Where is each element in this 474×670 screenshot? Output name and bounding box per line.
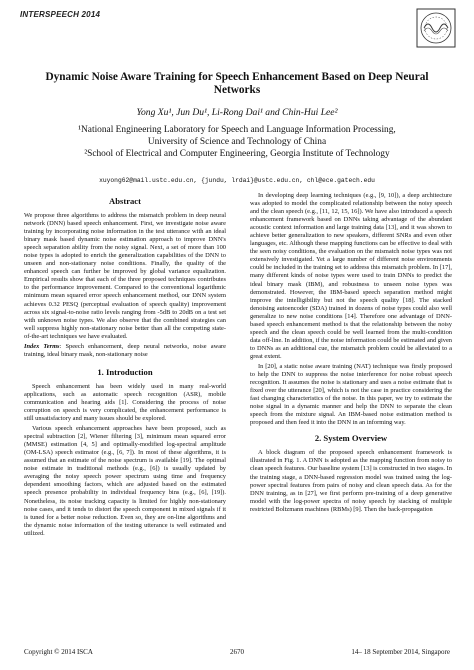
right-paragraph-2: In [20], a static noise aware training (NAT) technique was firstly proposed to help the DNN to suppress the noise interference for noise robust speech recognition. It assumes the noise is stationary and uses a noise estimate that is fixed over the utterance [20], which is not the case in practice considering the fast changing characteristics of the noise. In this paper, we try to estimate the noise signal in a dynamic manner and help the DNN to separate the clean speech from the mixture signal. An IBM-based noise estimation method is proposed and then feed it into the DNN in an informing way. — [250, 362, 452, 427]
index-terms-text: : Speech enhancement, deep neural networks, noise aware training, ideal binary mask, non-stationary noise — [24, 342, 226, 358]
paper-title: Dynamic Noise Aware Training for Speech Enhancement Based on Deep Neural Networks — [45, 71, 429, 96]
footer-copyright: Copyright © 2014 ISCA — [24, 648, 93, 656]
affiliation-1: ¹National Engineering Laboratory for Speech and Language Information Processing, — [78, 125, 396, 135]
affiliation-2: ²School of Electrical and Computer Engineering, Georgia Institute of Technology — [84, 148, 390, 159]
affiliation-1b: University of Science and Technology of China — [147, 136, 327, 147]
system-overview-paragraph: A block diagram of the proposed speech enhancement framework is illustrated in Fig. 1. A DNN is adopted as the mapping function from noisy to clean speech features. Our baseline system [13] is constructed in two stages. In the training stage, a DNN-based regression model was trained using the log-power spectral features from pairs of noisy and clean speech data. As for the DNN training, as in [27], we first perform pre-training of a deep generative model with the log-power spectra of noisy speech by stacking of multiple restricted Boltzmann machines (RBMs) [9]. Then the back-propagation — [250, 449, 452, 513]
interspeech-logo — [416, 8, 456, 48]
intro-paragraph-1: Speech enhancement has been widely used in many real-world applications, such as automatic speech recognition (ASR), mobile communication and hearing aids [1]. Considering the process of noise corruption on speech is very complicated, the enhancement performance is still unsatisfactory and many issues should be explored. — [24, 382, 226, 423]
right-paragraph-1: In developing deep learning techniques (e.g., [9, 10]), a deep architecture was adopted to model the complicated relationship between the noisy speech and the clean speech (e.g., [11, 12, 15, 16]). We have also introduced a speech enhancement framework based on DNNs taking advantage of the abundant acoustic context information and large training data [13], and it was shown to achieve better generalization to new speakers, different SNRs and even other languages, etc. Although these mapping functions can be effective to deal with the seen noisy conditions, the evaluation on the mismatch noise types was not extensively investigated. Yet a large number of different noise environments could be included in the training set to address this mismatch problem. In [17], many different kinds of noise types were used to train DNNs to predict the ideal binary mask (IBM), and robustness to unseen noise types was demonstrated. However, the IBM-based speech separation method might improve the intelligibility but not the speech quality [18]. The stacked denoising autoencoder (SDA) trained in dozens of noise types could also well generalize to new noise conditions [14]. Therefore one advantage of DNN-based speech enhancement method is that the relationship between the noisy speech and the clean speech could be well learned from the multi-condition data off-line. In addition, if the noise information could be estimated and given to DNNs as an additional cue, the mismatch problem could be alleviated to a great extent. — [250, 192, 452, 360]
index-terms-label: Index Terms — [24, 342, 60, 350]
affiliations — [30, 125, 444, 160]
right-column — [250, 192, 452, 516]
author-emails: xuyong62@mail.ustc.edu.cn, {jundu, lrdai}@ustc.edu.cn, chl@ece.gatech.edu — [99, 177, 375, 184]
abstract-heading: Abstract — [109, 196, 141, 206]
conference-header: INTERSPEECH 2014 — [20, 10, 101, 19]
footer-page-number: 2670 — [230, 648, 244, 656]
index-terms — [24, 343, 226, 359]
footer-dates: 14– 18 September 2014, Singapore — [351, 648, 450, 656]
intro-paragraph-2: Various speech enhancement approaches have been proposed, such as spectral subtraction [2], Wiener filtering [3], minimum mean squared error (MMSE) estimation [4, 5] and optimally-modified log-spectral amplitude (OM-LSA) speech estimator (e.g., [6, 7]). In most of these algorithms, it is assumed that an estimate of the noise spectrum is available [19]. The optimal noise estimate in traditional methods (e.g., [6]) is usually updated by averaging the noisy speech power spectrum using time and frequency dependent smoothing factors, which are adjusted based on the estimated speech presence probability in individual frequency bins (e.g., [6], [19]). Nonetheless, its noise tracking capacity is limited for highly non-stationary noise cases, and it tends to distort the speech component in mixed signals if it is tuned for a better noise reduction. Even so, they are on-line algorithms and the dynamic noise information of the testing utterance is well estimated and utilized. — [24, 425, 226, 537]
paper-authors: Yong Xu¹, Jun Du¹, Li-Rong Dai¹ and Chin-Hui Lee² — [136, 107, 338, 118]
introduction-heading: 1. Introduction — [97, 366, 153, 377]
left-column — [24, 192, 226, 540]
abstract-text: We propose three algorithms to address the mismatch problem in deep neural network (DNN) based speech enhancement. First, we investigate noise aware training by incorporating noise information in the test utterance with an ideal binary mask based dynamic noise estimation approach to improve DNN's speech separation ability from the noisy signal. Next, a set of more than 100 noise types is adopted to enrich the generalization capabilities of the DNN to unseen and non-stationary noise conditions. Finally, the quality of the enhanced speech can further be improved by global variance equalization. Empirical results show that each of the three proposed techniques contributes to the performance improvement. Compared to the conventional logarithmic minimum mean squared error speech enhancement method, our DNN system achieves 0.32 PESQ (perceptual evaluation of speech quality) improvement across six signal-to-noise ratio levels ranging from -5dB to 20dB on a test set with unknown noise types. We also observe that the combined strategies can well suppress highly non-stationary noise better than all the competing state-of-the-art techniques we have evaluated. — [24, 212, 226, 340]
system-overview-heading: 2. System Overview — [314, 433, 388, 444]
